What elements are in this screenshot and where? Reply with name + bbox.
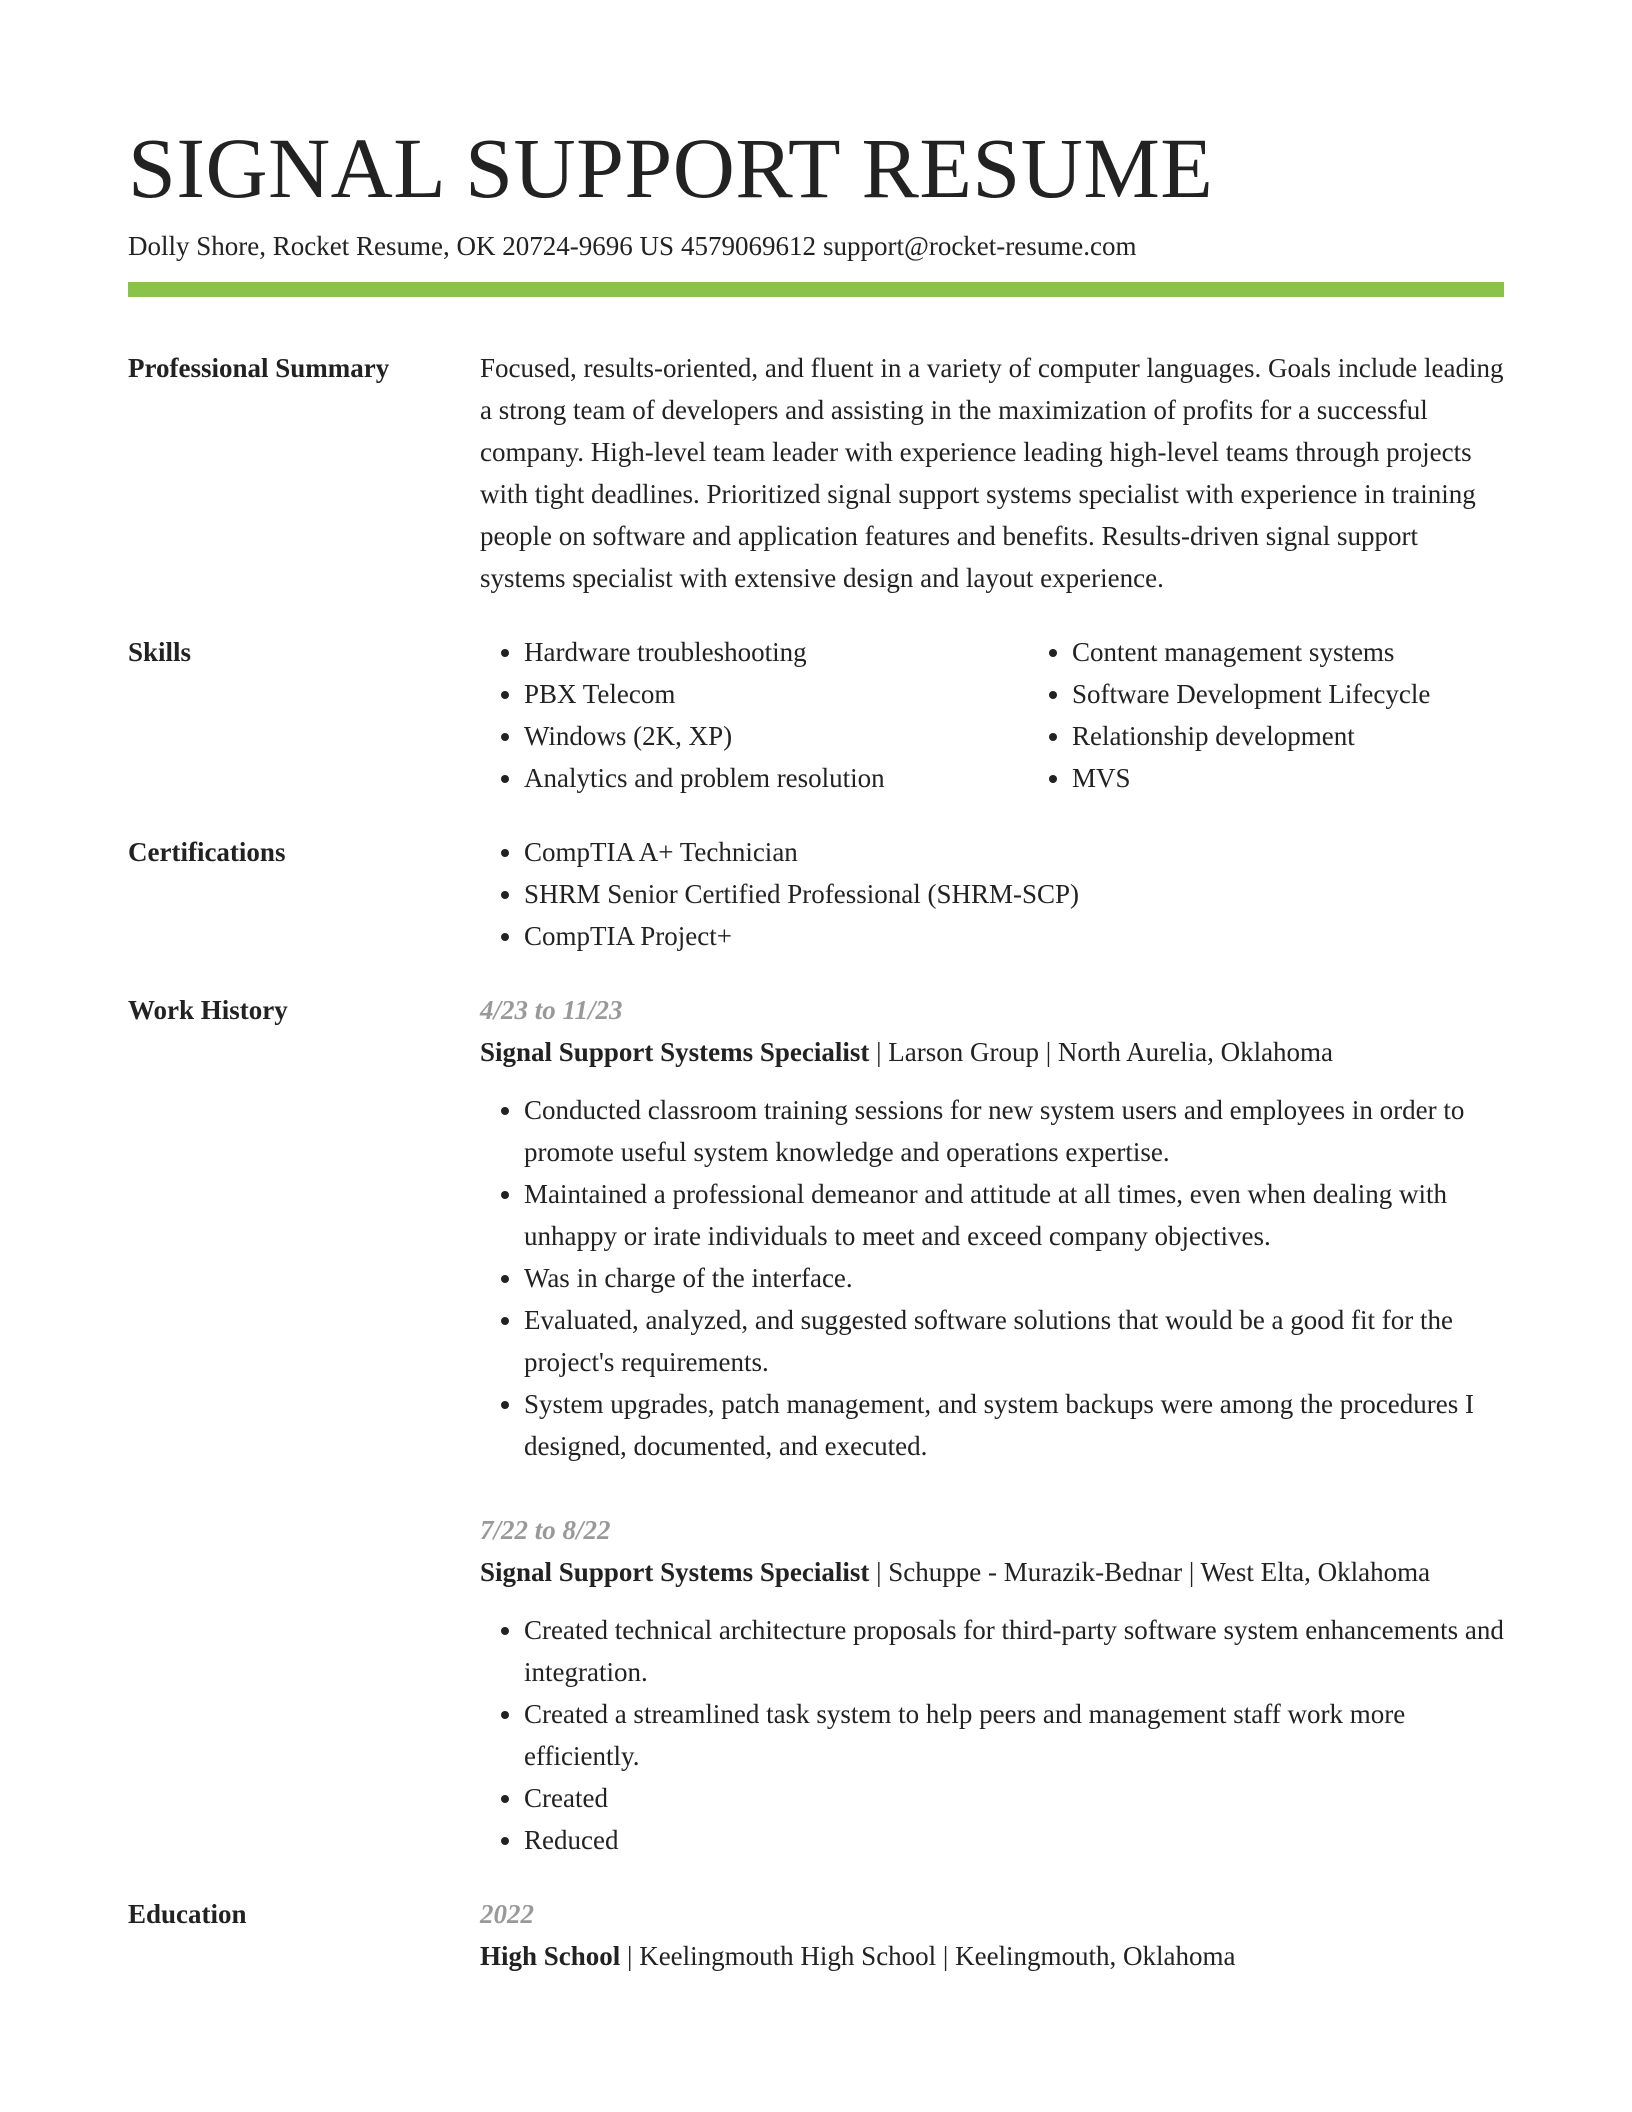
job-entry <box>480 1509 1504 1861</box>
job-bullet: • Reduced <box>524 1819 1504 1861</box>
summary-heading: Professional Summary <box>128 353 390 383</box>
education-school-location: | Keelingmouth High School | Keelingmouth, Oklahoma <box>620 1941 1236 1971</box>
skill-item: • Content management systems <box>1072 631 1576 673</box>
certification-item: • CompTIA Project+ <box>524 915 1504 957</box>
skills-list-right <box>1028 631 1576 799</box>
skills-heading: Skills <box>128 637 192 667</box>
certification-item: • CompTIA A+ Technician <box>524 831 1504 873</box>
job-title: Signal Support Systems Specialist <box>480 1557 870 1587</box>
education-line <box>480 1935 1504 1977</box>
resume-page <box>128 118 1504 1977</box>
summary-section <box>128 347 1504 599</box>
job-bullets <box>480 1609 1504 1861</box>
job-header <box>480 1031 1504 1073</box>
certification-item: • SHRM Senior Certified Professional (SHRM-SCP) <box>524 873 1504 915</box>
job-employer-location: | Schuppe - Murazik-Bednar | West Elta, Oklahoma <box>869 1557 1431 1587</box>
header-divider <box>128 282 1504 297</box>
skill-item: • Software Development Lifecycle <box>1072 673 1576 715</box>
certifications-section <box>128 831 1504 957</box>
job-bullet: • Created technical architecture proposals for third-party software system enhancements and integration. <box>524 1609 1504 1693</box>
contact-phone: 4579069612 <box>680 231 816 261</box>
job-bullet: • Was in charge of the interface. <box>524 1257 1504 1299</box>
job-bullet: • Conducted classroom training sessions for new system users and employees in order to promote useful system knowledge and operations expertise. <box>524 1089 1504 1173</box>
job-header <box>480 1551 1504 1593</box>
job-bullet: • Created a streamlined task system to help peers and management staff work more efficiently. <box>524 1693 1504 1777</box>
skill-item: • MVS <box>1072 757 1576 799</box>
skill-item: • Relationship development <box>1072 715 1576 757</box>
skills-columns <box>480 631 1576 799</box>
job-bullet: • System upgrades, patch management, and system backups were among the procedures I designed, documented, and executed. <box>524 1383 1504 1467</box>
work-history-section <box>128 989 1504 1861</box>
job-bullet: • Maintained a professional demeanor and attitude at all times, even when dealing with unhappy or irate individuals to meet and exceed company objectives. <box>524 1173 1504 1257</box>
job-dates: 7/22 to 8/22 <box>480 1515 611 1545</box>
education-heading: Education <box>128 1899 247 1929</box>
contact-line <box>128 228 1504 264</box>
resume-title: SIGNAL SUPPORT RESUME <box>128 120 1214 216</box>
job-title: Signal Support Systems Specialist <box>480 1037 870 1067</box>
skill-item: • Hardware troubleshooting <box>524 631 1028 673</box>
job-dates: 4/23 to 11/23 <box>480 995 623 1025</box>
job-bullet: • Evaluated, analyzed, and suggested software solutions that would be a good fit for the project's requirements. <box>524 1299 1504 1383</box>
education-degree: High School <box>480 1941 621 1971</box>
skill-item: • Analytics and problem resolution <box>524 757 1028 799</box>
job-bullets <box>480 1089 1504 1467</box>
skill-item: • PBX Telecom <box>524 673 1028 715</box>
skills-section <box>128 631 1504 799</box>
certifications-heading: Certifications <box>128 837 286 867</box>
job-employer-location: | Larson Group | North Aurelia, Oklahoma <box>869 1037 1334 1067</box>
job-bullet: • Created <box>524 1777 1504 1819</box>
summary-text: Focused, results-oriented, and fluent in a variety of computer languages. Goals include leading a strong team of developers and assisting in the maximization of profits for a successful company. High-level team leader with experience leading high-level teams through projects with tight deadlines. Prioritized signal support systems specialist with experience in training people on software and application features and benefits. Results-driven signal support systems specialist with extensive design and layout experience. <box>480 353 1504 593</box>
contact-location: Dolly Shore, Rocket Resume, OK 20724-9696 US <box>128 231 674 261</box>
education-year: 2022 <box>480 1899 534 1929</box>
skill-item: • Windows (2K, XP) <box>524 715 1028 757</box>
certifications-list <box>480 831 1504 957</box>
education-section <box>128 1893 1504 1977</box>
contact-email: support@rocket-resume.com <box>822 231 1137 261</box>
skills-list-left <box>480 631 1028 799</box>
work-history-heading: Work History <box>128 995 288 1025</box>
job-entry <box>480 989 1504 1467</box>
